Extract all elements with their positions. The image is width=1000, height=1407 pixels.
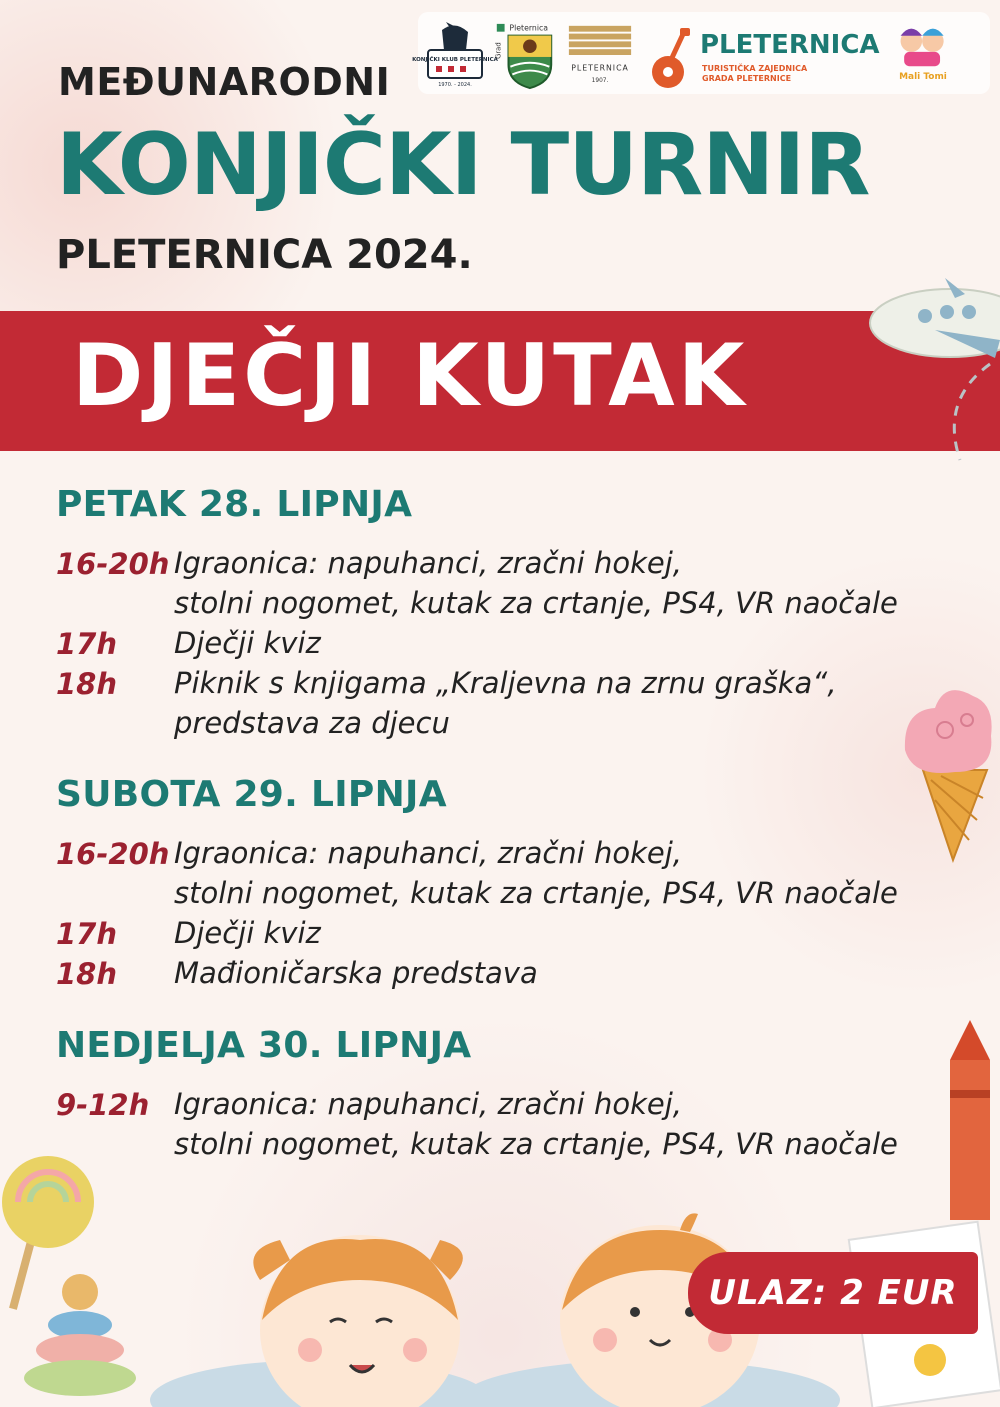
- event-desc-line: Dječji kviz: [174, 916, 321, 950]
- entry-price-badge: ULAZ: 2 EUR: [688, 1252, 978, 1334]
- library-year-text: 1907.: [591, 78, 609, 85]
- event-time: 17h: [56, 917, 118, 951]
- city-side-text: Grad: [494, 42, 503, 59]
- day-heading-sunday: NEDJELJA 30. LIPNJA: [56, 1025, 472, 1066]
- banner-title: DJEČJI KUTAK: [72, 326, 748, 426]
- sponsor-logos: [412, 12, 990, 94]
- event-desc-line: Igraonica: napuhanci, zračni hokej,: [174, 546, 682, 580]
- club-name-text: KONJIČKI KLUB PLETERNICA: [412, 57, 498, 63]
- ice-cream-icon: [895, 680, 995, 865]
- event-time: 17h: [56, 627, 118, 661]
- event-desc-line: stolni nogomet, kutak za crtanje, PS4, VR naočale: [174, 876, 898, 910]
- event-time: 16-20h: [56, 837, 170, 871]
- crayon-icon: [930, 1020, 1000, 1220]
- day-heading-saturday: SUBOTA 29. LIPNJA: [56, 774, 447, 815]
- tourism-line1: TURISTIČKA ZAJEDNICA: [702, 64, 808, 73]
- event-time: 9-12h: [56, 1088, 150, 1122]
- page-subtitle: PLETERNICA 2024.: [56, 232, 473, 278]
- city-crest-logo: [492, 20, 558, 90]
- event-desc-line: Mađioničarska predstava: [174, 956, 538, 990]
- guitar-icon: [650, 24, 696, 94]
- page-title: KONJIČKI TURNIR: [56, 115, 870, 215]
- library-name-text: PLETERNICA: [571, 63, 629, 73]
- stacking-toy-icon: [20, 1270, 160, 1407]
- event-desc-line: Igraonica: napuhanci, zračni hokej,: [174, 836, 682, 870]
- event-desc-line: predstava za djecu: [174, 706, 450, 740]
- kids-logo: [888, 16, 958, 86]
- horse-club-logo: [412, 20, 498, 90]
- event-time: 18h: [56, 957, 118, 991]
- event-desc-line: stolni nogomet, kutak za crtanje, PS4, VR naočale: [174, 1127, 898, 1161]
- club-years-text: 1970. - 2024.: [438, 82, 472, 88]
- header-kicker: MEĐUNARODNI: [58, 60, 391, 104]
- library-logo: [564, 20, 636, 90]
- event-time: 18h: [56, 667, 118, 701]
- event-desc-line: stolni nogomet, kutak za crtanje, PS4, VR naočale: [174, 586, 898, 620]
- event-desc-line: Dječji kviz: [174, 626, 321, 660]
- city-name-text: Pleternica: [509, 23, 549, 33]
- tourism-title: PLETERNICA: [700, 30, 880, 60]
- day-heading-friday: PETAK 28. LIPNJA: [56, 484, 413, 525]
- event-desc-line: Igraonica: napuhanci, zračni hokej,: [174, 1087, 682, 1121]
- tourism-line2: GRADA PLETERNICE: [702, 74, 792, 83]
- event-desc-line: Piknik s knjigama „Kraljevna na zrnu graška“,: [174, 666, 837, 700]
- kids-logo-text: Mali Tomi: [899, 71, 947, 82]
- event-time: 16-20h: [56, 547, 170, 581]
- dashed-trail-icon: [930, 360, 1000, 470]
